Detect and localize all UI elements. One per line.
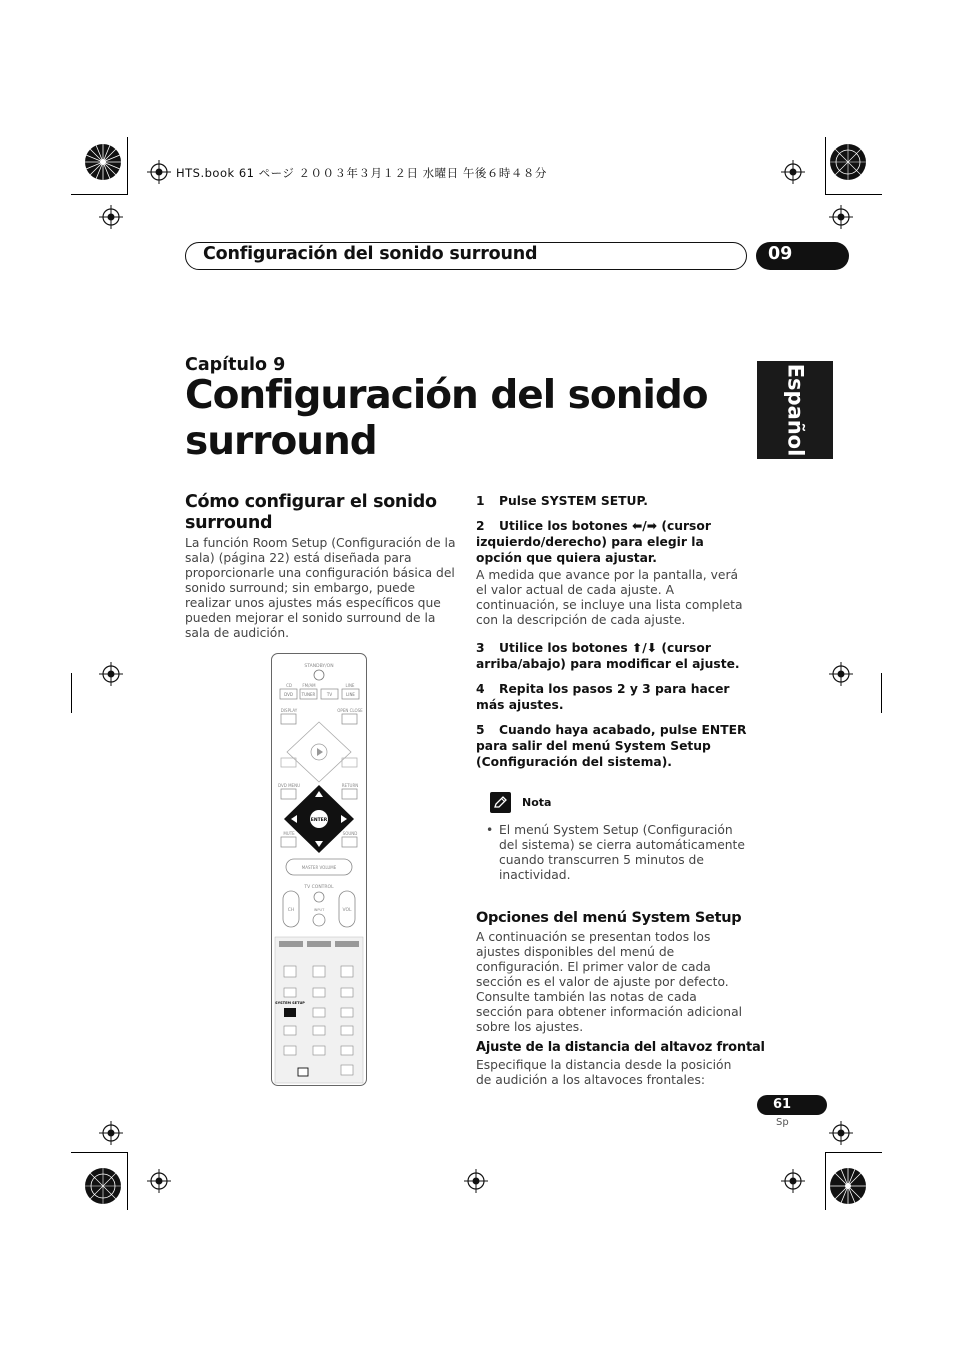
remote-standby-label: STANDBY/ON	[304, 664, 334, 669]
step-1	[476, 493, 748, 509]
step-2	[476, 518, 748, 566]
registration-crosshair-icon	[829, 662, 853, 686]
section-header-title: Configuración del sonido surround	[203, 244, 538, 264]
remote-vol-label: VOL	[342, 908, 352, 913]
remote-system-setup-label: SYSTEM SETUP	[275, 1001, 305, 1005]
crop-mark	[825, 1152, 826, 1210]
remote-sound-label: SOUND	[342, 831, 358, 836]
remote-button-tv: TV	[326, 692, 333, 697]
step-text: Utilice los botones ⬅/➡ (cursor izquierdo/derecho) para elegir la opción que quiera ajustar.	[476, 519, 711, 565]
remote-control-illustration	[271, 653, 367, 1086]
step-number: 1	[476, 494, 485, 508]
step-4	[476, 681, 748, 713]
remote-enter-label: ENTER	[310, 818, 328, 823]
remote-mute-label: MUTE	[283, 831, 295, 836]
registration-starburst-icon	[84, 1167, 122, 1205]
crop-mark	[127, 1152, 128, 1210]
registration-crosshair-icon	[781, 1169, 805, 1193]
registration-crosshair-icon	[464, 1169, 488, 1193]
section-heading: Cómo configurar el sonido surround	[185, 492, 437, 533]
registration-crosshair-icon	[99, 205, 123, 229]
crop-mark	[825, 137, 826, 195]
page-language-code: Sp	[776, 1117, 789, 1128]
front-distance-paragraph: Especifique la distancia desde la posición de audición a los altavoces frontales:	[476, 1058, 732, 1087]
step-text: Repita los pasos 2 y 3 para hacer más ajustes.	[476, 682, 730, 712]
registration-crosshair-icon	[829, 205, 853, 229]
page-title: Configuración del sonido surround	[185, 373, 708, 464]
registration-starburst-icon	[829, 1167, 867, 1205]
registration-crosshair-icon	[99, 662, 123, 686]
step-number: 5	[476, 723, 485, 737]
registration-starburst-icon	[84, 143, 122, 181]
remote-source-label-line: LINE	[345, 683, 355, 688]
step-text: Cuando haya acabado, pulse ENTER para salir del menú System Setup (Configuración del sistema).	[476, 723, 747, 769]
crop-mark	[127, 137, 128, 195]
remote-display-label: DISPLAY	[280, 708, 298, 713]
step-number: 4	[476, 682, 485, 696]
crop-mark	[71, 194, 128, 195]
remote-open-close-label: OPEN CLOSE	[337, 708, 363, 713]
remote-ch-label: CH	[287, 908, 295, 913]
note-bullet: •	[486, 823, 494, 837]
registration-crosshair-icon	[829, 1121, 853, 1145]
crop-mark	[825, 194, 882, 195]
note-pencil-icon	[490, 792, 511, 813]
crop-mark	[881, 673, 882, 713]
remote-master-volume-label: MASTER VOLUME	[301, 865, 337, 870]
remote-return-label: RETURN	[341, 783, 359, 788]
remote-button-dvd: DVD	[284, 692, 293, 697]
note-text: El menú System Setup (Configuración del sistema) se cierra automáticamente cuando transcurren 5 minutos de inactividad.	[499, 823, 745, 882]
remote-tv-control-label: TV CONTROL	[304, 885, 334, 890]
page-number: 61	[773, 1097, 792, 1112]
crop-mark	[71, 673, 72, 713]
crop-mark	[825, 1152, 882, 1153]
language-tab-label: Español	[783, 363, 807, 457]
step-text: Utilice los botones ⬆/⬇ (cursor arriba/abajo) para modificar el ajuste.	[476, 641, 740, 671]
step-5	[476, 722, 748, 770]
remote-button-tuner: TUNER	[301, 692, 316, 697]
remote-source-label-cd: CD	[286, 683, 292, 688]
language-tab-label-wrap	[757, 361, 833, 459]
remote-source-label-fmam: FM/AM	[302, 683, 316, 688]
step-2-body: A medida que avance por la pantalla, verá el valor actual de cada ajuste. A continuación, se incluye una lista completa con la descripción de cada ajuste.	[476, 568, 743, 627]
remote-dvd-menu-label: DVD MENU	[278, 783, 300, 788]
chapter-label: Capítulo 9	[185, 355, 286, 375]
registration-crosshair-icon	[99, 1121, 123, 1145]
step-3	[476, 640, 748, 672]
page-number-badge	[757, 1095, 827, 1115]
remote-input-label: INPUT	[313, 908, 325, 912]
registration-crosshair-icon	[781, 160, 805, 184]
remote-button-line: LINE	[346, 692, 355, 697]
step-text: Pulse SYSTEM SETUP.	[499, 494, 648, 508]
print-stamp: HTS.book 61 ページ ２００３年３月１２日 水曜日 午後６時４８分	[176, 166, 547, 180]
options-heading: Opciones del menú System Setup	[476, 910, 742, 926]
chapter-number: 09	[768, 244, 793, 264]
crop-mark	[71, 1152, 128, 1153]
intro-paragraph: La función Room Setup (Configuración de la sala) (página 22) está diseñada para proporcionarle una configuración básica del sonido surround; sin embargo, puede realizar unos ajustes más específicos que pueden mejorar el sonido surround de la sala de audición.	[185, 536, 456, 640]
note-label: Nota	[522, 796, 552, 809]
step-number: 3	[476, 641, 485, 655]
registration-crosshair-icon	[147, 160, 171, 184]
registration-starburst-icon	[829, 143, 867, 181]
registration-crosshair-icon	[147, 1169, 171, 1193]
front-distance-heading: Ajuste de la distancia del altavoz frontal	[476, 1040, 765, 1055]
options-paragraph: A continuación se presentan todos los ajustes disponibles del menú de configuración. El primer valor de cada sección es el valor de ajuste por defecto. Consulte también las notas de cada sección para obtener información adicional sobre los ajustes.	[476, 930, 743, 1034]
step-number: 2	[476, 519, 485, 533]
